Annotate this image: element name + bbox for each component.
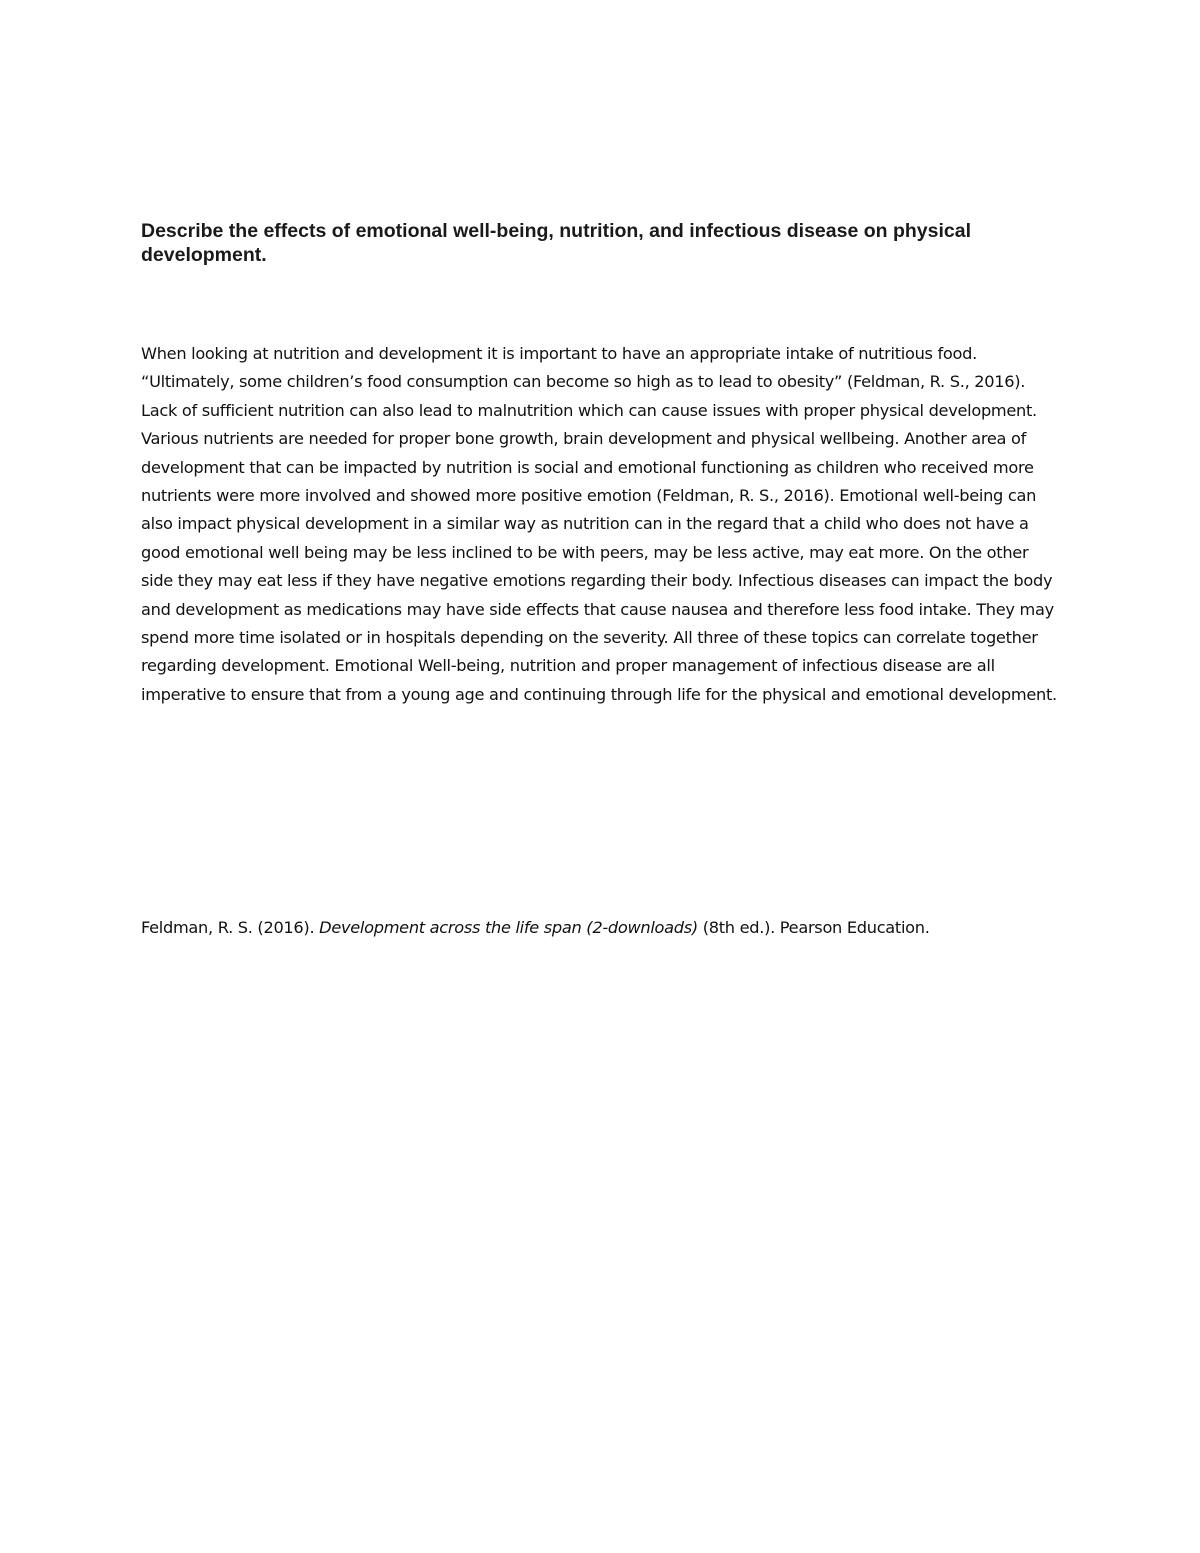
reference-citation [141, 914, 1101, 942]
page-title: Describe the effects of emotional well-being, nutrition, and infectious disease on physical development. [141, 220, 971, 266]
reference-author-year: Feldman, R. S. (2016). [141, 918, 320, 937]
body-paragraph: When looking at nutrition and development it is important to have an appropriate intake of nutritious food. “Ultimately, some children’s food consumption can become so high as to lead to obesity” (Feldman, R. S., 2016). Lack of sufficient nutrition can also lead to malnutrition which can cause issues with proper physical development. Various nutrients are needed for proper bone growth, brain development and physical wellbeing. Another area of development that can be impacted by nutrition is social and emotional functioning as children who received more nutrients were more involved and showed more positive emotion (Feldman, R. S., 2016). Emotional well-being can also impact physical development in a similar way as nutrition can in the regard that a child who does not have a good emotional well being may be less inclined to be with peers, may be less active, may eat more. On the other side they may eat less if they have negative emotions regarding their body. Infectious diseases can impact the body and development as medications may have side effects that cause nausea and therefore less food intake. They may spend more time isolated or in hospitals depending on the severity. All three of these topics can correlate together regarding development. Emotional Well-being, nutrition and proper management of infectious disease are all imperative to ensure that from a young age and continuing through life for the physical and emotional development. [141, 344, 1057, 704]
reference-book-title: Development across the life span (2-downloads) [319, 918, 698, 937]
reference-details: (8th ed.). Pearson Education. [697, 918, 930, 937]
